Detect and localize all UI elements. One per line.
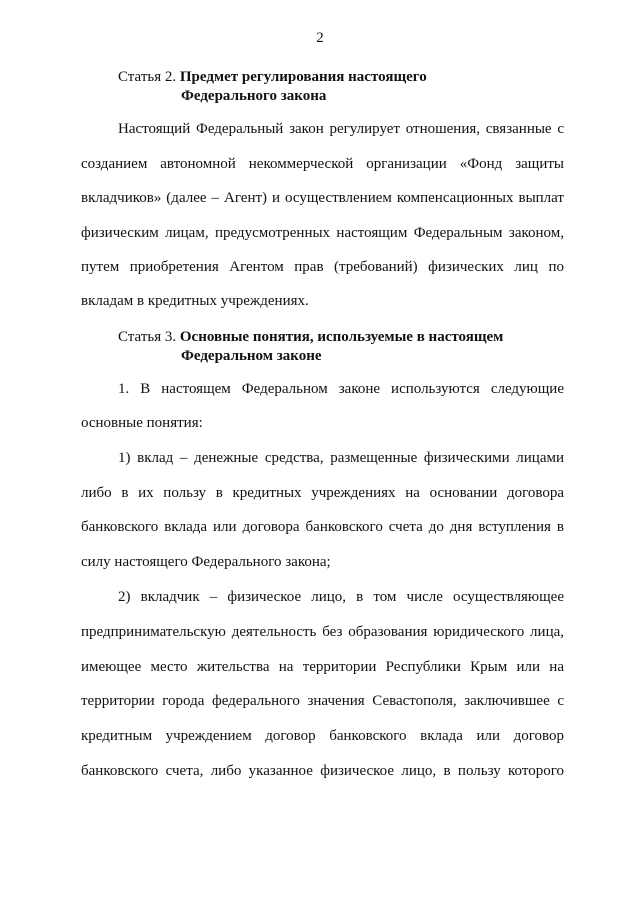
paragraph-line: имеющее место жительства на территории Республики Крым или на [81, 659, 564, 675]
paragraph-line: кредитным учреждением договор банковского вклада или договор [81, 728, 564, 744]
paragraph-line: 2) вкладчик – физическое лицо, в том числе осуществляющее [118, 589, 564, 605]
article-2-prefix: Статья 2. [118, 69, 177, 85]
article-3-prefix: Статья 3. [118, 329, 177, 345]
article-3-title-line1: Основные понятия, используемые в настоящем [179, 329, 504, 345]
paragraph-line: созданием автономной некоммерческой организации «Фонд защиты [81, 156, 564, 172]
paragraph-line: вкладчиков» (далее – Агент) и осуществлением компенсационных выплат [81, 190, 564, 206]
paragraph-line: вкладам в кредитных учреждениях. [81, 293, 309, 309]
article-3-title-line2: Федеральном законе [181, 348, 322, 364]
article-2-title-line2: Федерального закона [181, 88, 327, 104]
paragraph-line: Настоящий Федеральный закон регулирует отношения, связанные с [118, 121, 564, 137]
paragraph-line: территории города федерального значения Севастополя, заключившее с [81, 693, 564, 709]
paragraph-line: физическим лицам, предусмотренных настоящим Федеральным законом, [81, 225, 564, 241]
article-2-title-line1: Предмет регулирования настоящего [179, 69, 427, 85]
paragraph-line: 1. В настоящем Федеральном законе используются следующие [118, 381, 564, 397]
page-number: 2 [316, 30, 324, 46]
paragraph-line: либо в их пользу в кредитных учреждениях на основании договора [81, 485, 564, 501]
paragraph-line: основные понятия: [81, 415, 203, 431]
article-3-heading [118, 328, 503, 366]
article-2-heading [118, 68, 427, 106]
paragraph-line: путем приобретения Агентом прав (требований) физических лиц по [81, 259, 564, 275]
paragraph-line: предпринимательскую деятельность без образования юридического лица, [81, 624, 564, 640]
paragraph-line: 1) вклад – денежные средства, размещенные физическими лицами [118, 450, 564, 466]
paragraph-line: силу настоящего Федерального закона; [81, 554, 331, 570]
paragraph-line: банковского вклада или договора банковского счета до дня вступления в [81, 519, 564, 535]
paragraph-line: банковского счета, либо указанное физическое лицо, в пользу которого [81, 763, 564, 779]
